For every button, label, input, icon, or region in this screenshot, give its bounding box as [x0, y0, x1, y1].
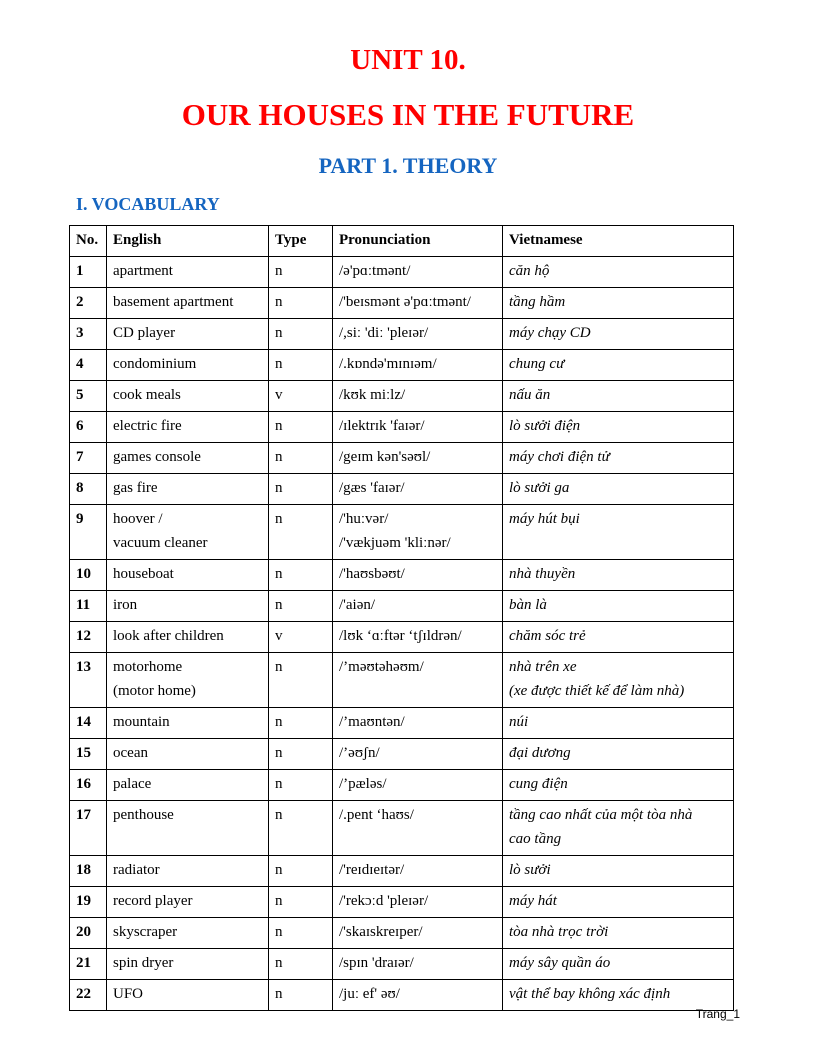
cell-type: n [269, 739, 333, 770]
cell-no: 21 [70, 949, 107, 980]
cell-no: 1 [70, 257, 107, 288]
cell-vietnamese [503, 443, 734, 474]
cell-english-line: (motor home) [113, 683, 196, 699]
cell-type: n [269, 770, 333, 801]
cell-no: 16 [70, 770, 107, 801]
vocabulary-table [69, 225, 734, 1011]
cell-english-line: record player [113, 893, 193, 909]
cell-no: 19 [70, 887, 107, 918]
cell-pronunciation [333, 350, 503, 381]
cell-english [107, 412, 269, 443]
table-row [70, 560, 734, 591]
cell-pronunciation [333, 443, 503, 474]
cell-vietnamese [503, 560, 734, 591]
cell-pronunciation-line: /.kɒndə'mɪnɪəm/ [339, 356, 437, 372]
section-title: I. VOCABULARY [76, 194, 220, 214]
cell-english [107, 622, 269, 653]
cell-vietnamese-line: (xe được thiết kế để làm nhà) [509, 683, 685, 699]
table-row [70, 856, 734, 887]
vocabulary-body [70, 257, 734, 1011]
cell-vietnamese [503, 653, 734, 708]
cell-vietnamese-line: cao tầng [509, 831, 562, 847]
cell-vietnamese-line: tầng cao nhất của một tòa nhà [509, 807, 693, 823]
cell-no: 20 [70, 918, 107, 949]
cell-type: n [269, 505, 333, 560]
table-row [70, 257, 734, 288]
table-row [70, 887, 734, 918]
cell-no: 12 [70, 622, 107, 653]
cell-no: 18 [70, 856, 107, 887]
cell-english-line: CD player [113, 325, 176, 341]
cell-pronunciation-line: /’məʊtəhəʊm/ [339, 659, 424, 675]
cell-no: 11 [70, 591, 107, 622]
cell-no: 2 [70, 288, 107, 319]
table-row [70, 739, 734, 770]
cell-no: 15 [70, 739, 107, 770]
cell-english-line: gas fire [113, 480, 158, 496]
cell-type: n [269, 412, 333, 443]
cell-english [107, 350, 269, 381]
cell-vietnamese [503, 381, 734, 412]
cell-english-line: condominium [113, 356, 197, 372]
cell-english [107, 708, 269, 739]
cell-vietnamese-line: tầng hầm [509, 294, 566, 310]
cell-pronunciation [333, 319, 503, 350]
cell-pronunciation [333, 801, 503, 856]
cell-vietnamese-line: máy hát [509, 893, 557, 909]
cell-type: n [269, 980, 333, 1011]
cell-vietnamese [503, 591, 734, 622]
cell-vietnamese-line: núi [509, 714, 529, 730]
cell-pronunciation [333, 505, 503, 560]
cell-english [107, 770, 269, 801]
cell-no: 8 [70, 474, 107, 505]
cell-pronunciation [333, 918, 503, 949]
table-row [70, 443, 734, 474]
cell-english-line: vacuum cleaner [113, 535, 208, 551]
cell-vietnamese-line: tòa nhà trọc trời [509, 924, 609, 940]
cell-type: n [269, 856, 333, 887]
cell-vietnamese [503, 801, 734, 856]
cell-vietnamese-line: cung điện [509, 776, 568, 792]
cell-english [107, 381, 269, 412]
cell-type: v [269, 381, 333, 412]
cell-pronunciation [333, 474, 503, 505]
cell-english [107, 887, 269, 918]
cell-pronunciation-line: /juː ef' əʊ/ [339, 986, 400, 1002]
cell-vietnamese [503, 887, 734, 918]
cell-vietnamese [503, 949, 734, 980]
cell-pronunciation-line: /.pent ‘haʊs/ [339, 807, 414, 823]
cell-vietnamese [503, 739, 734, 770]
cell-english [107, 918, 269, 949]
cell-vietnamese [503, 350, 734, 381]
cell-english [107, 505, 269, 560]
header-english: English [107, 226, 269, 257]
cell-vietnamese-line: chung cư [509, 356, 565, 372]
cell-pronunciation-line: /kʊk miːlz/ [339, 387, 406, 403]
cell-type: n [269, 949, 333, 980]
cell-no: 3 [70, 319, 107, 350]
cell-no: 13 [70, 653, 107, 708]
cell-pronunciation [333, 980, 503, 1011]
table-row [70, 980, 734, 1011]
cell-english [107, 319, 269, 350]
cell-pronunciation-line: /,siː 'diː 'pleɪər/ [339, 325, 429, 341]
cell-english-line: motorhome [113, 659, 183, 675]
cell-english [107, 560, 269, 591]
cell-vietnamese-line: chăm sóc trẻ [509, 628, 586, 644]
cell-pronunciation [333, 288, 503, 319]
cell-english [107, 739, 269, 770]
cell-vietnamese [503, 412, 734, 443]
cell-english-line: spin dryer [113, 955, 174, 971]
table-row [70, 412, 734, 443]
cell-english-line: hoover / [113, 511, 163, 527]
cell-english-line: ocean [113, 745, 148, 761]
cell-pronunciation [333, 708, 503, 739]
cell-type: v [269, 622, 333, 653]
table-row [70, 591, 734, 622]
table-row [70, 770, 734, 801]
unit-title: UNIT 10. [350, 44, 466, 76]
cell-english-line: radiator [113, 862, 160, 878]
cell-vietnamese [503, 319, 734, 350]
cell-pronunciation-line: /'reɪdɪeɪtər/ [339, 862, 405, 878]
cell-pronunciation [333, 856, 503, 887]
cell-vietnamese-line: lò sưởi điện [509, 418, 581, 434]
part-title: PART 1. THEORY [318, 153, 498, 178]
cell-no: 14 [70, 708, 107, 739]
cell-no: 10 [70, 560, 107, 591]
header-pronunciation: Pronunciation [333, 226, 503, 257]
cell-pronunciation [333, 381, 503, 412]
cell-english [107, 591, 269, 622]
cell-vietnamese-line: lò sưởi ga [509, 480, 570, 496]
cell-english [107, 801, 269, 856]
cell-no: 17 [70, 801, 107, 856]
table-row [70, 381, 734, 412]
cell-english-line: basement apartment [113, 294, 234, 310]
cell-pronunciation-line: /ə'pɑːtmənt/ [339, 263, 411, 279]
header-no: No. [70, 226, 107, 257]
table-row [70, 708, 734, 739]
table-row [70, 350, 734, 381]
cell-pronunciation-line: /’maʊntən/ [339, 714, 405, 730]
cell-type: n [269, 257, 333, 288]
cell-type: n [269, 887, 333, 918]
cell-english [107, 288, 269, 319]
cell-english-line: UFO [113, 986, 144, 1002]
cell-pronunciation [333, 653, 503, 708]
cell-pronunciation-line: /geɪm kən'səʊl/ [339, 449, 431, 465]
cell-vietnamese-line: vật thể bay không xác định [509, 986, 671, 1002]
header-type: Type [269, 226, 333, 257]
cell-english [107, 980, 269, 1011]
cell-pronunciation-line: /'skaɪskreɪper/ [339, 924, 423, 940]
cell-vietnamese-line: máy chơi điện tử [509, 449, 610, 465]
cell-vietnamese [503, 257, 734, 288]
cell-type: n [269, 918, 333, 949]
cell-vietnamese-line: bàn là [509, 597, 547, 613]
cell-type: n [269, 319, 333, 350]
cell-vietnamese [503, 622, 734, 653]
cell-english [107, 856, 269, 887]
cell-english-line: iron [113, 597, 138, 613]
cell-vietnamese [503, 980, 734, 1011]
header-vietnamese: Vietnamese [503, 226, 734, 257]
cell-pronunciation-line: /ɪlektrɪk 'faɪər/ [339, 418, 425, 434]
cell-english-line: skyscraper [113, 924, 178, 940]
cell-vietnamese [503, 856, 734, 887]
cell-type: n [269, 653, 333, 708]
cell-type: n [269, 288, 333, 319]
cell-no: 9 [70, 505, 107, 560]
cell-english-line: cook meals [113, 387, 181, 403]
cell-vietnamese-line: nhà thuyền [509, 566, 576, 582]
table-row [70, 474, 734, 505]
cell-no: 22 [70, 980, 107, 1011]
cell-pronunciation-line: /'huːvər/ [339, 511, 389, 527]
cell-english-line: penthouse [113, 807, 174, 823]
cell-english [107, 443, 269, 474]
cell-vietnamese-line: nấu ăn [509, 387, 551, 403]
table-row [70, 918, 734, 949]
cell-vietnamese [503, 505, 734, 560]
table-header-row [70, 226, 734, 257]
cell-pronunciation-line: /lʊk ‘ɑːftər ‘tʃɪldrən/ [339, 628, 462, 644]
cell-no: 7 [70, 443, 107, 474]
cell-type: n [269, 474, 333, 505]
cell-english [107, 653, 269, 708]
cell-vietnamese [503, 918, 734, 949]
table-row [70, 622, 734, 653]
cell-vietnamese [503, 288, 734, 319]
cell-english [107, 474, 269, 505]
cell-pronunciation-line: /'vækjuəm 'kliːnər/ [339, 535, 451, 551]
cell-pronunciation [333, 739, 503, 770]
table-row [70, 505, 734, 560]
unit-subtitle: OUR HOUSES IN THE FUTURE [181, 97, 635, 132]
cell-vietnamese-line: máy sây quần áo [509, 955, 611, 971]
cell-pronunciation-line: /'beɪsmənt ə'pɑːtmənt/ [339, 294, 471, 310]
cell-vietnamese-line: máy chạy CD [509, 325, 591, 341]
cell-vietnamese-line: máy hút bụi [509, 511, 580, 527]
cell-english-line: look after children [113, 628, 224, 644]
cell-pronunciation-line: /spɪn 'draɪər/ [339, 955, 414, 971]
cell-english-line: electric fire [113, 418, 182, 434]
cell-pronunciation-line: /'haʊsbəʊt/ [339, 566, 405, 582]
cell-pronunciation [333, 770, 503, 801]
cell-type: n [269, 801, 333, 856]
cell-pronunciation-line: /’pæləs/ [339, 776, 387, 792]
cell-english-line: houseboat [113, 566, 174, 582]
cell-english-line: apartment [113, 263, 173, 279]
cell-vietnamese [503, 708, 734, 739]
cell-type: n [269, 560, 333, 591]
cell-pronunciation [333, 591, 503, 622]
cell-vietnamese [503, 474, 734, 505]
cell-vietnamese-line: lò sưởi [509, 862, 551, 878]
cell-no: 6 [70, 412, 107, 443]
cell-english [107, 949, 269, 980]
table-row [70, 801, 734, 856]
cell-vietnamese [503, 770, 734, 801]
cell-no: 5 [70, 381, 107, 412]
cell-type: n [269, 350, 333, 381]
cell-english [107, 257, 269, 288]
cell-english-line: mountain [113, 714, 170, 730]
cell-vietnamese-line: căn hộ [509, 263, 550, 279]
cell-pronunciation-line: /'rekɔːd 'pleɪər/ [339, 893, 429, 909]
cell-vietnamese-line: đại dương [509, 745, 571, 761]
table-row [70, 949, 734, 980]
table-row [70, 288, 734, 319]
cell-pronunciation [333, 257, 503, 288]
cell-pronunciation [333, 887, 503, 918]
cell-pronunciation-line: /gæs 'faɪər/ [339, 480, 405, 496]
table-row [70, 653, 734, 708]
page-footer: Trang_1 [695, 1007, 740, 1021]
cell-english-line: games console [113, 449, 201, 465]
cell-pronunciation [333, 412, 503, 443]
cell-english-line: palace [113, 776, 152, 792]
table-row [70, 319, 734, 350]
cell-vietnamese-line: nhà trên xe [509, 659, 577, 675]
cell-pronunciation-line: /'aiən/ [339, 597, 376, 613]
cell-type: n [269, 443, 333, 474]
cell-pronunciation-line: /’əʊʃn/ [339, 745, 380, 761]
cell-type: n [269, 591, 333, 622]
cell-no: 4 [70, 350, 107, 381]
cell-pronunciation [333, 560, 503, 591]
cell-type: n [269, 708, 333, 739]
cell-pronunciation [333, 622, 503, 653]
cell-pronunciation [333, 949, 503, 980]
